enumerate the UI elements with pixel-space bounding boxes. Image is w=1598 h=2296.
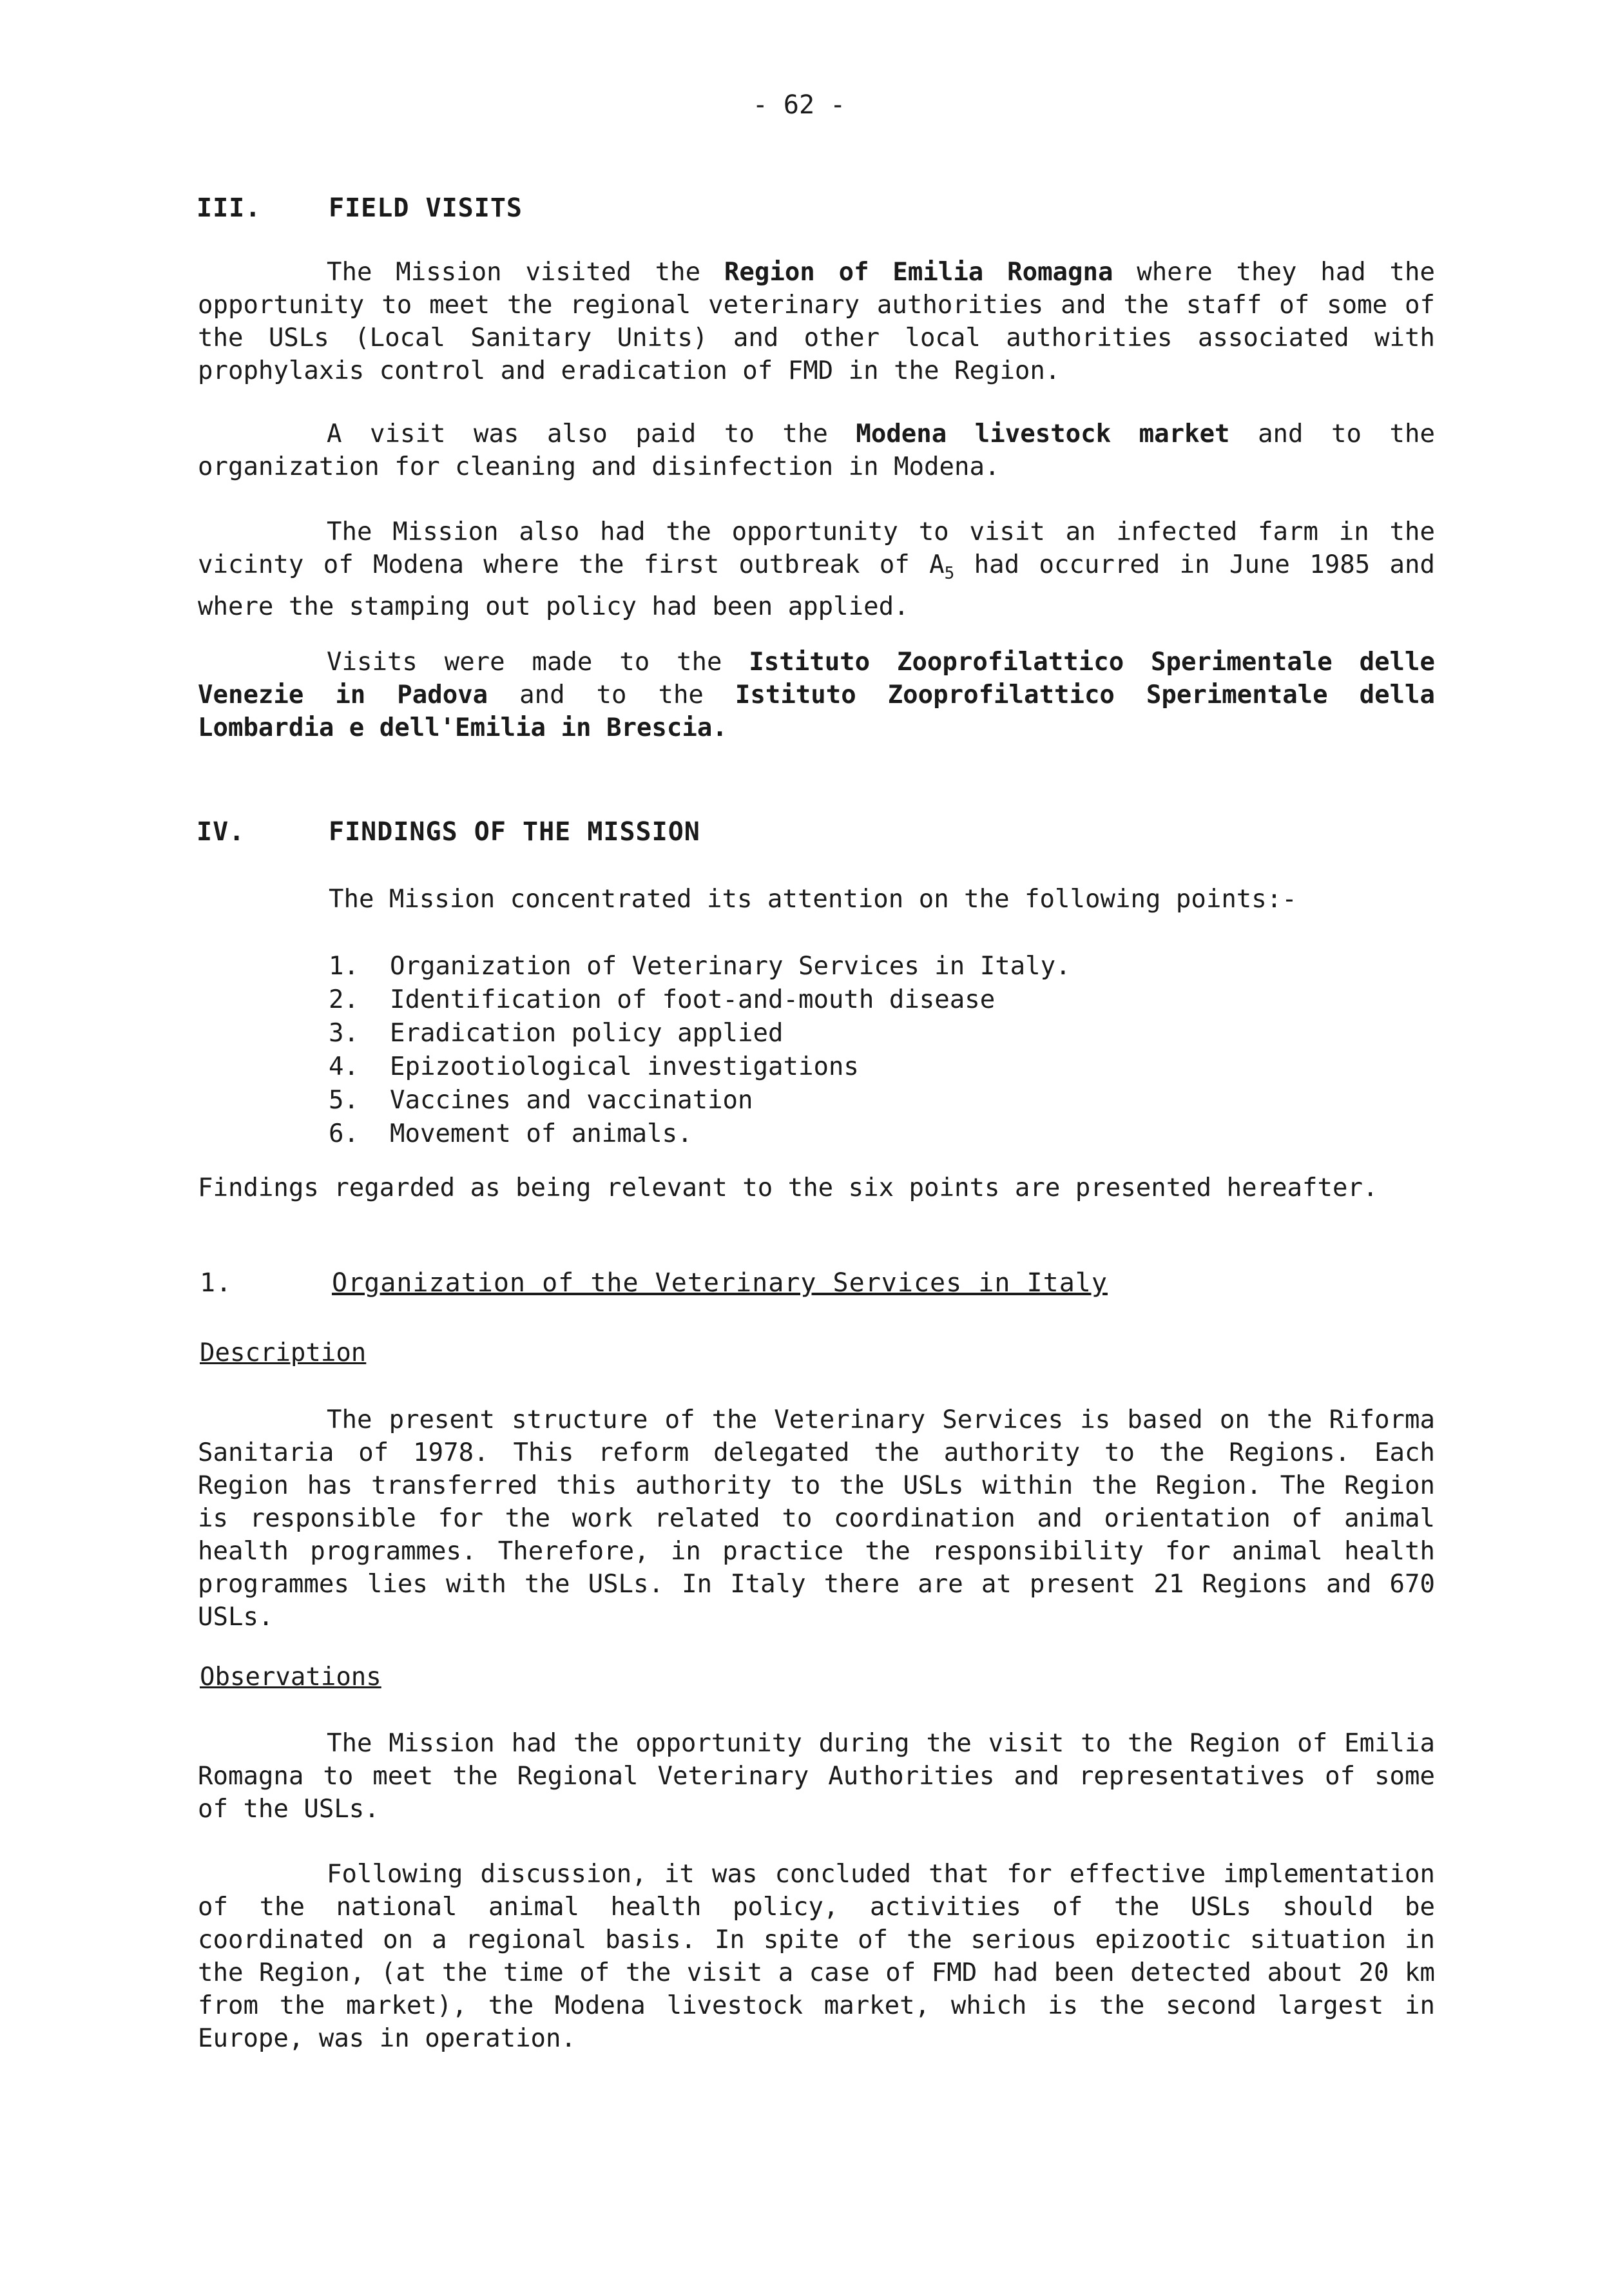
section-number: III. xyxy=(197,193,262,223)
list-number: 4. xyxy=(329,1052,359,1081)
list-text: Identification of foot-and-mouth disease xyxy=(390,985,996,1014)
paragraph-institutes xyxy=(198,646,1435,744)
findings-intro: The Mission concentrated its attention on the following points:- xyxy=(329,885,1297,914)
text-run: Visits were made to the xyxy=(327,648,749,677)
findings-points-list xyxy=(329,950,1071,1151)
paragraph-modena-market xyxy=(198,418,1435,483)
text-run: and to the xyxy=(488,680,735,709)
subsection-title: Organization of the Veterinary Services in Italy xyxy=(332,1268,1108,1298)
bold-text: Istituto Zooprofilattico Sperimentale della Lombardia e dell'Emilia in Brescia. xyxy=(198,680,1436,742)
list-item xyxy=(329,1084,1071,1117)
text-run: The Mission visited the xyxy=(327,258,724,287)
bold-text: Region of Emilia Romagna xyxy=(724,258,1113,287)
description-paragraph: The present structure of the Veterinary Services is based on the Riforma Sanitaria of 1978. This reform delegated the authority to the Regions. Each Region has transferred this authority to the USLs within the Region. The Region is responsible for the work related to coordination and orientation of animal health programmes. Therefore, in practice the responsibility for animal health programmes lies with the USLs. In Italy there are at present 21 Regions and 670 USLs. xyxy=(198,1405,1435,1632)
list-number: 2. xyxy=(329,985,359,1014)
list-number: 1. xyxy=(329,952,359,981)
page-number: - 62 - xyxy=(752,90,846,120)
list-text: Eradication policy applied xyxy=(390,1019,784,1048)
description-label: Description xyxy=(200,1338,367,1367)
list-item xyxy=(329,1117,1071,1151)
subscript: 5 xyxy=(944,563,955,583)
section-title: FINDINGS OF THE MISSION xyxy=(329,817,700,847)
section-title: FIELD VISITS xyxy=(329,193,523,223)
list-number: 6. xyxy=(329,1119,359,1148)
list-item xyxy=(329,983,1071,1017)
text-run: where they had the opportunity to meet the regional veterinary authorities and the staff of some of the USLs (Local Sanitary Units) and other local authorities associated with prophylaxis control and eradication of FMD in the Region. xyxy=(198,258,1435,385)
paragraph-infected-farm xyxy=(198,516,1435,623)
subsection-number: 1. xyxy=(200,1268,233,1298)
findings-closing: Findings regarded as being relevant to the six points are presented hereafter. xyxy=(198,1173,1378,1202)
list-number: 5. xyxy=(329,1086,359,1115)
list-text: Organization of Veterinary Services in Italy. xyxy=(390,952,1071,981)
list-text: Movement of animals. xyxy=(390,1119,693,1148)
list-text: Vaccines and vaccination xyxy=(390,1086,753,1115)
paragraph-region-visit xyxy=(198,256,1435,387)
text-run: and to the organization for cleaning and disinfection in Modena. xyxy=(198,420,1435,481)
list-text: Epizootiological investigations xyxy=(390,1052,859,1081)
bold-text: Modena livestock market xyxy=(856,420,1230,449)
observations-label: Observations xyxy=(200,1663,381,1692)
section-number: IV. xyxy=(197,817,245,847)
observations-paragraph-1: The Mission had the opportunity during the visit to the Region of Emilia Romagna to meet the Regional Veterinary Authorities and representatives of some of the USLs. xyxy=(198,1729,1435,1824)
list-item xyxy=(329,1017,1071,1050)
list-item xyxy=(329,950,1071,983)
list-number: 3. xyxy=(329,1019,359,1048)
text-run: A visit was also paid to the xyxy=(327,420,856,449)
text-run: had occurred in June 1985 and where the stamping out policy had been applied. xyxy=(198,550,1435,621)
bold-text: Istituto Zooprofilattico Sperimentale delle Venezie in Padova xyxy=(198,648,1435,709)
observations-paragraph-2: Following discussion, it was concluded that for effective implementation of the national animal health policy, activities of the USLs should be coordinated on a regional basis. In spite of the serious epizootic situation in the Region, (at the time of the visit a case of FMD had been detected about 20 km from the market), the Modena livestock market, which is the second largest in Europe, was in operation. xyxy=(198,1860,1435,2053)
text-run: The Mission also had the opportunity to visit an infected farm in the vicinty of Modena where the first outbreak of A xyxy=(198,517,1435,579)
list-item xyxy=(329,1050,1071,1084)
